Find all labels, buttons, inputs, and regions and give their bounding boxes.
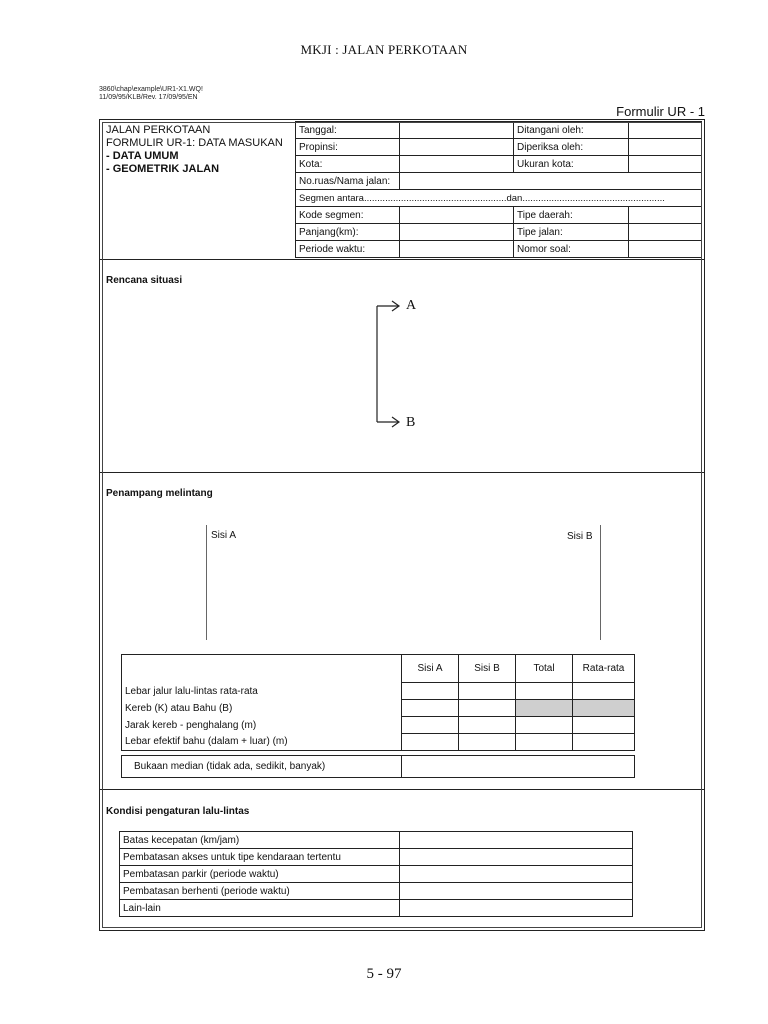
header-rata-rata: Rata-rata: [573, 655, 635, 683]
kondisi-field[interactable]: [400, 900, 633, 917]
page-header-title: MKJI : JALAN PERKOTAAN: [300, 42, 468, 57]
kode-segmen-label: Kode segmen:: [296, 207, 400, 224]
form-id: Formulir UR - 1: [616, 104, 705, 119]
cell-input[interactable]: [459, 717, 516, 734]
file-reference-line2: 11/09/95/KLB/Rev. 17/09/95/EN: [99, 94, 198, 101]
segmen-field[interactable]: Segmen antara......................................................dan......................................................: [296, 190, 702, 207]
penampang-title: Penampang melintang: [106, 488, 213, 499]
cell-input[interactable]: [516, 717, 573, 734]
cell-input[interactable]: [459, 734, 516, 751]
tipe-daerah-field[interactable]: [629, 207, 702, 224]
form-frame: [99, 119, 705, 931]
cell-input[interactable]: [516, 734, 573, 751]
diperiksa-label: Diperiksa oleh:: [514, 139, 629, 156]
row-label: Kereb (K) atau Bahu (B): [122, 700, 402, 717]
periode-field[interactable]: [400, 241, 514, 258]
row-label: Jarak kereb - penghalang (m): [122, 717, 402, 734]
periode-label: Periode waktu:: [296, 241, 400, 258]
nomor-soal-field[interactable]: [629, 241, 702, 258]
kondisi-row-label: Pembatasan akses untuk tipe kendaraan tertentu: [120, 849, 400, 866]
bukaan-field[interactable]: [402, 756, 635, 778]
propinsi-label: Propinsi:: [296, 139, 400, 156]
bukaan-label: Bukaan median (tidak ada, sedikit, banyak): [122, 756, 402, 778]
title-item-geometrik: - GEOMETRIK JALAN: [106, 163, 220, 175]
cell-input[interactable]: [402, 717, 459, 734]
direction-bracket: [377, 306, 398, 422]
no-ruas-field[interactable]: [400, 173, 702, 190]
direction-diagram: [370, 294, 430, 434]
sisi-a-line: [206, 525, 207, 640]
tipe-jalan-label: Tipe jalan:: [514, 224, 629, 241]
cell-input[interactable]: [516, 683, 573, 700]
kondisi-row-label: Pembatasan parkir (periode waktu): [120, 866, 400, 883]
sisi-b-caption: Sisi B: [567, 531, 593, 542]
propinsi-field[interactable]: [400, 139, 514, 156]
cell-shaded: [573, 700, 635, 717]
title-line1: JALAN PERKOTAAN: [106, 124, 211, 136]
kondisi-row-label: Pembatasan berhenti (periode waktu): [120, 883, 400, 900]
tipe-daerah-label: Tipe daerah:: [514, 207, 629, 224]
sisi-a-caption: Sisi A: [211, 530, 237, 541]
cell-input[interactable]: [459, 700, 516, 717]
section-divider: [100, 472, 704, 473]
file-reference: [99, 86, 203, 102]
kondisi-field[interactable]: [400, 832, 633, 849]
header-total: Total: [516, 655, 573, 683]
cell-input[interactable]: [459, 683, 516, 700]
section-divider: [100, 789, 704, 790]
diperiksa-field[interactable]: [629, 139, 702, 156]
header-sisi-a: Sisi A: [402, 655, 459, 683]
sisi-b-line: [600, 525, 601, 640]
title-line2: FORMULIR UR-1: DATA MASUKAN: [106, 137, 283, 149]
header-blank: [122, 655, 402, 683]
title-item-data-umum: - DATA UMUM: [106, 150, 179, 162]
kota-field[interactable]: [400, 156, 514, 173]
kondisi-table: [119, 831, 633, 917]
cell-input[interactable]: [402, 734, 459, 751]
panjang-field[interactable]: [400, 224, 514, 241]
tipe-jalan-field[interactable]: [629, 224, 702, 241]
cross-section-table: [121, 654, 635, 751]
kondisi-row-label: Lain-lain: [120, 900, 400, 917]
kota-label: Kota:: [296, 156, 400, 173]
kondisi-field[interactable]: [400, 849, 633, 866]
label-a: A: [406, 298, 417, 313]
label-b: B: [406, 415, 416, 430]
ukuran-kota-field[interactable]: [629, 156, 702, 173]
ukuran-kota-label: Ukuran kota:: [514, 156, 629, 173]
ditangani-label: Ditangani oleh:: [514, 122, 629, 139]
file-reference-line1: 3860\chap\example\UR1-X1.WQ!: [99, 86, 203, 93]
section-divider: [100, 259, 704, 260]
cell-input[interactable]: [402, 683, 459, 700]
nomor-soal-label: Nomor soal:: [514, 241, 629, 258]
tanggal-label: Tanggal:: [296, 122, 400, 139]
cell-input[interactable]: [573, 683, 635, 700]
title-block: [106, 124, 283, 176]
tanggal-field[interactable]: [400, 122, 514, 139]
cell-input[interactable]: [402, 700, 459, 717]
kondisi-field[interactable]: [400, 866, 633, 883]
kondisi-field[interactable]: [400, 883, 633, 900]
header-sisi-b: Sisi B: [459, 655, 516, 683]
ditangani-field[interactable]: [629, 122, 702, 139]
page-number: 5 - 97: [366, 966, 402, 982]
info-table: [295, 121, 702, 258]
row-label: Lebar jalur lalu-lintas rata-rata: [122, 683, 402, 700]
no-ruas-label: No.ruas/Nama jalan:: [296, 173, 400, 190]
kode-segmen-field[interactable]: [400, 207, 514, 224]
bukaan-table: [121, 755, 635, 778]
cell-shaded: [516, 700, 573, 717]
kondisi-title: Kondisi pengaturan lalu-lintas: [106, 806, 250, 817]
cell-input[interactable]: [573, 717, 635, 734]
row-label: Lebar efektif bahu (dalam + luar) (m): [122, 734, 402, 751]
panjang-label: Panjang(km):: [296, 224, 400, 241]
cell-input[interactable]: [573, 734, 635, 751]
situasi-title: Rencana situasi: [106, 275, 183, 286]
kondisi-row-label: Batas kecepatan (km/jam): [120, 832, 400, 849]
